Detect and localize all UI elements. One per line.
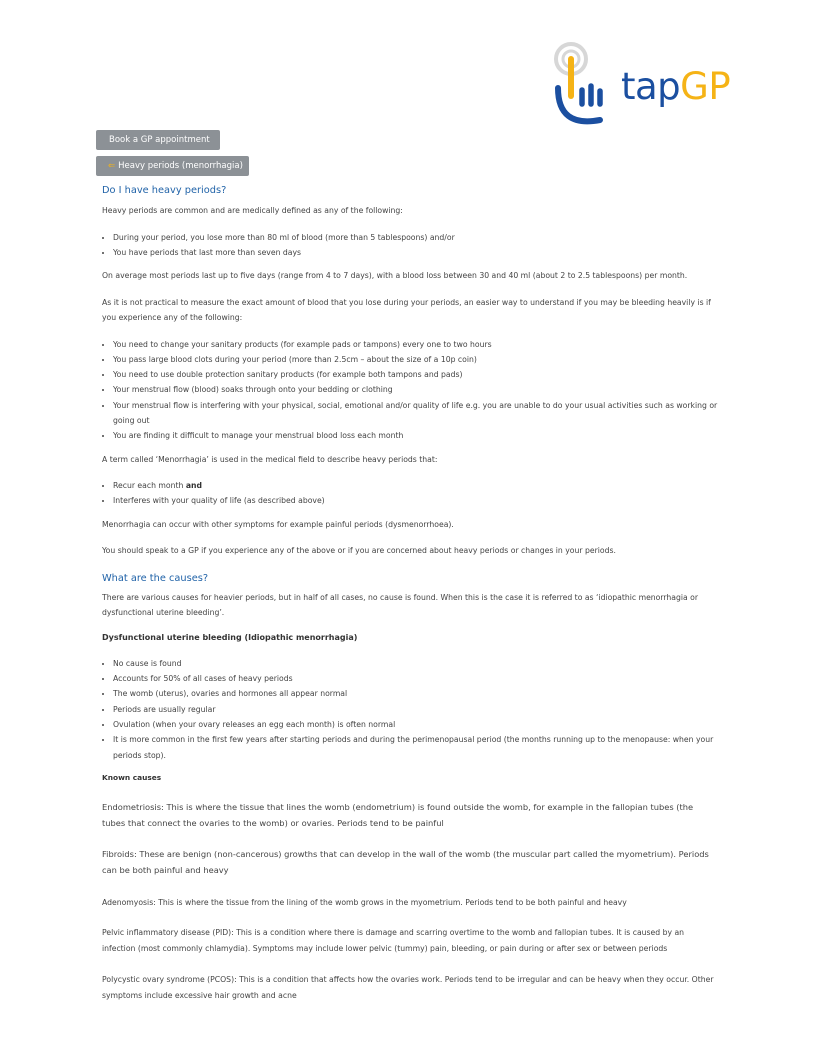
list-item: • The womb (uterus), ovaries and hormones all appear normal bbox=[113, 686, 718, 701]
list-item: • No cause is found bbox=[113, 656, 718, 671]
term-paragraph: A term called ‘Menorrhagia’ is used in the medical field to describe heavy periods that: bbox=[102, 454, 438, 464]
list-item: • Periods are usually regular bbox=[113, 702, 718, 717]
list-item: • You need to change your sanitary products (for example pads or tampons) every one to two hours bbox=[113, 337, 718, 352]
cause-pid: Pelvic inflammatory disease (PID): This is a condition where there is damage and scarring overtime to the womb and fallopian tubes. It is caused by an infection (most commonly chlamydia). Symptoms may include lower pelvic (tummy) pain, bleeding, or pain during or after sex or between periods bbox=[102, 928, 685, 953]
cause-endometriosis: Endometriosis: This is where the tissue that lines the womb (endometrium) is found outside the womb, for example in the fallopian tubes (the tubes that connect the ovaries to the womb) or ovaries. Periods tend to be painful bbox=[102, 801, 694, 828]
other-symptoms-paragraph: Menorrhagia can occur with other symptoms for example painful periods (dysmenorrhoea). bbox=[102, 519, 454, 529]
list-item: • Your menstrual flow (blood) soaks through onto your bedding or clothing bbox=[113, 382, 718, 397]
back-heavy-periods-button[interactable] bbox=[96, 156, 249, 176]
practical-paragraph: As it is not practical to measure the exact amount of blood that you lose during your periods, an easier way to understand if you may be bleeding heavily is if you experience any of the following: bbox=[102, 297, 711, 323]
list-item: • During your period, you lose more than 80 ml of blood (more than 5 tablespoons) and/or bbox=[113, 230, 718, 245]
article-content bbox=[102, 184, 718, 1003]
list-item: • Interferes with your quality of life (as described above) bbox=[113, 493, 718, 508]
back-button-label: Heavy periods (menorrhagia) bbox=[118, 161, 243, 171]
dub-subheading: Dysfunctional uterine bleeding (Idiopathic menorrhagia) bbox=[102, 632, 358, 642]
heading-causes: What are the causes? bbox=[102, 572, 209, 584]
cause-adenomyosis: Adenomyosis: This is where the tissue from the lining of the womb grows in the myometrium. Periods tend to be both painful and heavy bbox=[102, 897, 627, 907]
heading-heavy-periods: Do I have heavy periods? bbox=[102, 185, 227, 196]
speak-to-gp-paragraph: You should speak to a GP if you experience any of the above or if you are concerned about heavy periods or changes in your periods. bbox=[102, 546, 616, 556]
tap-finger-icon bbox=[550, 40, 620, 135]
known-causes-heading: Known causes bbox=[102, 772, 162, 782]
logo-text-gp: GP bbox=[680, 65, 731, 108]
list-item: • You have periods that last more than seven days bbox=[113, 245, 718, 260]
cause-fibroids: Fibroids: These are benign (non-cancerous) growths that can develop in the wall of the womb (the muscular part called the myometrium). Periods can be both painful and heavy bbox=[102, 849, 709, 875]
list-item: • You pass large blood clots during your period (more than 2.5cm – about the size of a 10p coin) bbox=[113, 352, 718, 367]
list-item: • Ovulation (when your ovary releases an egg each month) is often normal bbox=[113, 717, 718, 732]
list-item: • Accounts for 50% of all cases of heavy periods bbox=[113, 671, 718, 686]
list-item: • You need to use double protection sanitary products (for example both tampons and pads) bbox=[113, 367, 718, 382]
symptom-list bbox=[102, 337, 718, 444]
causes-intro-paragraph: There are various causes for heavier periods, but in half of all cases, no cause is found. When this is the case it is referred to as ‘idiopathic menorrhagia or dysfunctional uterine bleeding’. bbox=[102, 592, 699, 618]
list-item-text: Recur each month bbox=[113, 481, 186, 491]
list-item bbox=[113, 478, 718, 493]
definition-list bbox=[102, 230, 718, 261]
average-paragraph: On average most periods last up to five days (range from 4 to 7 days), with a blood loss between 30 and 40 ml (about 2 to 2.5 tablespoons) per month. bbox=[102, 271, 688, 281]
logo-text-tap: tap bbox=[621, 65, 681, 108]
book-appointment-button[interactable]: Book a GP appointment bbox=[96, 130, 220, 150]
logo-wordmark bbox=[621, 65, 731, 108]
intro-paragraph: Heavy periods are common and are medically defined as any of the following: bbox=[102, 206, 403, 215]
back-arrow-icon: ⇐ bbox=[108, 161, 116, 171]
menorrhagia-list bbox=[102, 478, 718, 509]
cause-pcos: Polycystic ovary syndrome (PCOS): This is a condition that affects how the ovaries work. Periods tend to be irregular and can be heavy when they occur. Other symptoms include excessive hair growth and acne bbox=[102, 975, 714, 1000]
list-item: • You are finding it difficult to manage your menstrual blood loss each month bbox=[113, 428, 718, 443]
tapgp-logo bbox=[550, 40, 731, 135]
dub-list bbox=[102, 656, 718, 763]
list-item: • It is more common in the first few years after starting periods and during the perimenopausal period (the months running up to the menopause: when your periods stop). bbox=[113, 732, 718, 763]
list-item-bold: and bbox=[185, 481, 202, 491]
list-item: • Your menstrual flow is interfering with your physical, social, emotional and/or quality of life e.g. you are unable to do your usual activities such as working or going out bbox=[113, 398, 718, 429]
